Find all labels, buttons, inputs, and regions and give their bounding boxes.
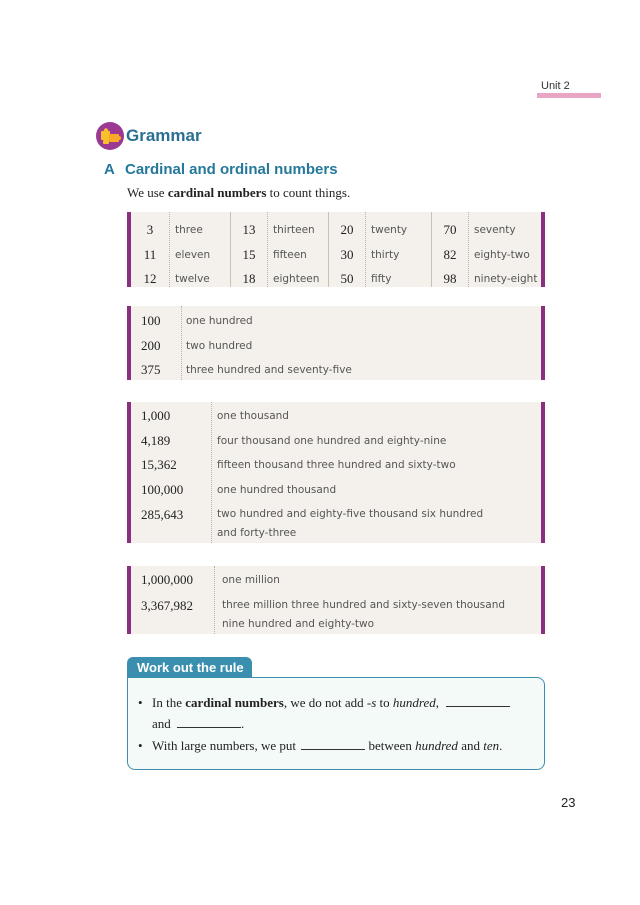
word-cell: eleven [175, 248, 211, 261]
table-row [131, 309, 541, 334]
table-row [131, 404, 541, 429]
table-row [131, 478, 541, 503]
table-row [131, 453, 541, 478]
word-cell: two hundred [186, 339, 253, 352]
hundreds-table [127, 306, 545, 380]
number-cell: 11 [143, 246, 157, 262]
number-cell: 100,000 [141, 481, 184, 497]
word-cell: two hundred and eighty-five thousand six hundred and forty-three [217, 508, 484, 539]
number-cell: 375 [141, 362, 161, 377]
table-row [131, 334, 541, 359]
grammar-title: Grammar [126, 126, 202, 145]
word-cell: twelve [175, 273, 210, 285]
unit-underline-bar [537, 93, 601, 98]
answer-blank[interactable] [177, 715, 241, 728]
rule-item-2: • With large numbers, we put between hundred and ten. [138, 735, 502, 756]
word-cell: fifteen thousand three hundred and sixty-two [217, 459, 456, 471]
page-number: 23 [561, 795, 576, 810]
word-cell: three million three hundred and sixty-seven thousand nine hundred and eighty-two [222, 598, 506, 630]
number-column-4 [431, 212, 542, 287]
table-row [131, 429, 541, 454]
section-title: Cardinal and ordinal numbers [125, 161, 338, 178]
millions-table [127, 566, 545, 634]
thousands-table [127, 402, 545, 543]
word-cell: eighty-two [474, 248, 530, 261]
word-cell: one hundred [186, 315, 253, 327]
intro-text: We use cardinal numbers to count things. [127, 185, 351, 200]
grammar-header [95, 121, 202, 151]
number-cell: 98 [443, 271, 457, 286]
word-cell: thirty [371, 248, 400, 261]
word-cell: fifty [371, 273, 392, 285]
word-cell: one million [222, 574, 280, 586]
rule-box-title: Work out the rule [127, 657, 252, 678]
number-cell: 82 [443, 246, 457, 262]
number-column-2 [230, 212, 328, 287]
word-cell: eighteen [273, 273, 320, 285]
table-row [131, 568, 541, 593]
table-row [131, 502, 541, 543]
word-cell: three hundred and seventy-five [186, 364, 352, 376]
number-cell: 50 [340, 271, 354, 286]
number-cell: 3 [146, 222, 154, 237]
answer-blank[interactable] [446, 694, 510, 707]
rule-item-1: • In the cardinal numbers, we do not add -s to hundred, and . [138, 692, 510, 734]
number-cell: 1,000 [141, 408, 171, 423]
number-cell: 18 [242, 271, 256, 286]
number-column-3 [328, 212, 431, 287]
number-cell: 20 [340, 222, 354, 237]
answer-blank[interactable] [301, 737, 365, 750]
number-cell: 15 [242, 246, 256, 262]
number-cell: 13 [242, 222, 256, 237]
word-cell: one thousand [217, 410, 289, 422]
number-column-1 [131, 212, 230, 287]
word-cell: four thousand one hundred and eighty-nine [217, 434, 447, 447]
intro-bold: cardinal numbers [167, 185, 267, 200]
number-cell: 100 [141, 313, 161, 328]
word-cell: fifteen [273, 248, 307, 261]
word-cell: one hundred thousand [217, 483, 337, 496]
number-cell: 15,362 [141, 457, 177, 472]
number-cell: 12 [143, 271, 157, 286]
section-heading [104, 161, 338, 178]
small-numbers-table [127, 212, 545, 287]
word-cell: twenty [371, 224, 408, 236]
number-cell: 70 [443, 222, 457, 237]
bullet: • [138, 695, 143, 710]
rule-box [127, 677, 545, 770]
word-cell: ninety-eight [474, 273, 538, 285]
number-cell: 200 [141, 337, 161, 353]
number-cell: 3,367,982 [141, 597, 193, 613]
bullet: • [138, 738, 143, 753]
table-row [131, 358, 541, 383]
unit-label: Unit 2 [541, 80, 570, 92]
number-cell: 4,189 [141, 432, 171, 448]
table-row [131, 593, 541, 634]
word-cell: thirteen [273, 224, 315, 236]
number-cell: 1,000,000 [141, 572, 193, 587]
number-cell: 30 [340, 246, 354, 262]
word-cell: three [175, 224, 203, 236]
word-cell: seventy [474, 224, 516, 236]
number-cell: 285,643 [141, 507, 184, 522]
section-letter: A [104, 161, 115, 178]
puzzle-pieces-icon [95, 121, 125, 151]
